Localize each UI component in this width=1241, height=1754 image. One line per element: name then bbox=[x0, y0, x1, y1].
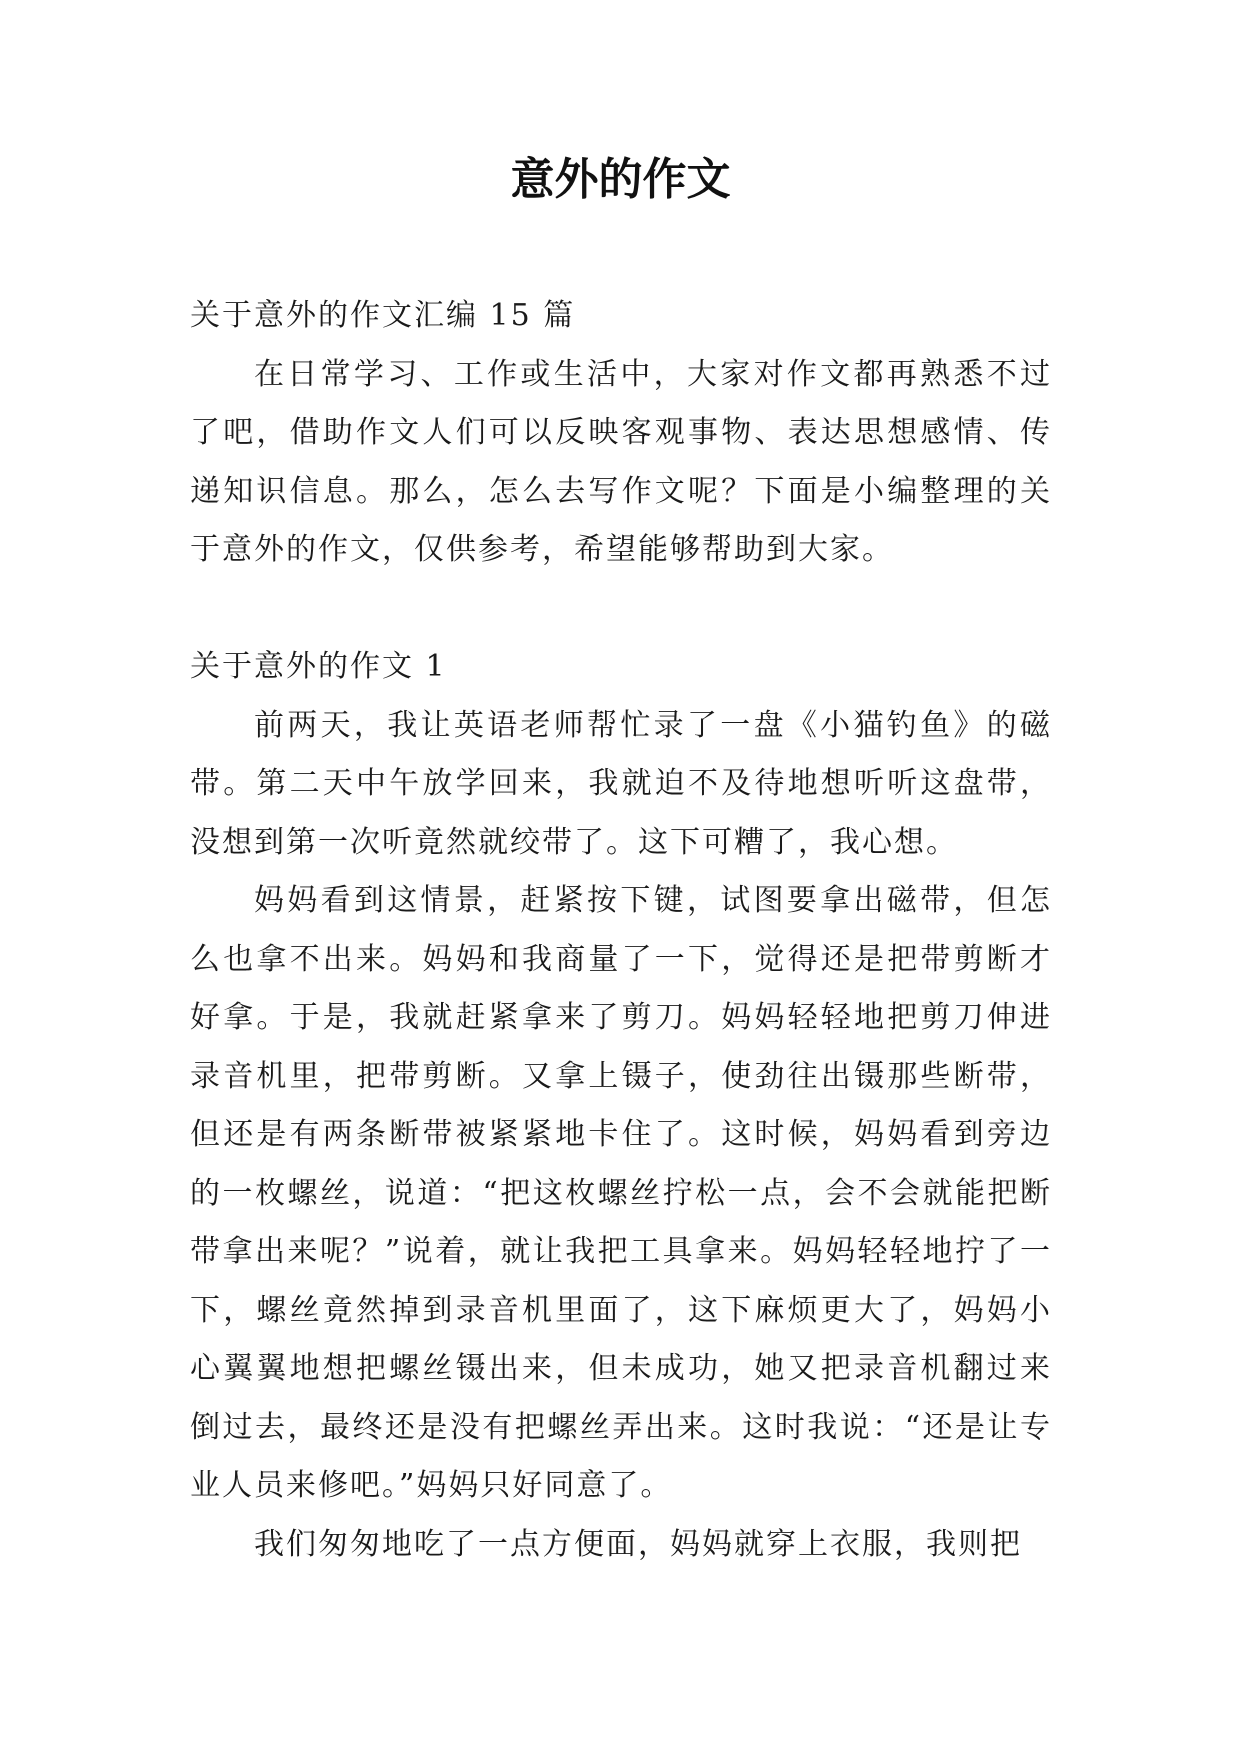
collection-subtitle: 关于意外的作文汇编 15 篇 bbox=[190, 298, 576, 333]
section-heading: 关于意外的作文 1 bbox=[190, 649, 447, 684]
body-paragraph: 前两天，我让英语老师帮忙录了一盘《小猫钓鱼》的磁带。第二天中午放学回来，我就迫不及待地想听听这盘带，没想到第一次听竟然就绞带了。这下可糟了，我心想。 bbox=[190, 707, 1052, 860]
intro-paragraph: 在日常学习、工作或生活中，大家对作文都再熟悉不过了吧，借助作文人们可以反映客观事物、表达思想感情、传递知识信息。那么，怎么去写作文呢？下面是小编整理的关于意外的作文，仅供参考，希望能够帮助到大家。 bbox=[190, 356, 1052, 567]
document-title: 意外的作文 bbox=[510, 154, 731, 205]
document-body bbox=[190, 287, 1052, 1574]
body-paragraph: 妈妈看到这情景，赶紧按下键，试图要拿出磁带，但怎么也拿不出来。妈妈和我商量了一下，觉得还是把带剪断才好拿。于是，我就赶紧拿来了剪刀。妈妈轻轻地把剪刀伸进录音机里，把带剪断。又拿上镊子，使劲往出镊那些断带，但还是有两条断带被紧紧地卡住了。这时候，妈妈看到旁边的一枚螺丝，说道：“把这枚螺丝拧松一点，会不会就能把断带拿出来呢？”说着，就让我把工具拿来。妈妈轻轻地拧了一下，螺丝竟然掉到录音机里面了，这下麻烦更大了，妈妈小心翼翼地想把螺丝镊出来，但未成功，她又把录音机翻过来倒过去，最终还是没有把螺丝弄出来。这时我说：“还是让专业人员来修吧。”妈妈只好同意了。 bbox=[190, 883, 1052, 1503]
body-paragraph: 我们匆匆地吃了一点方便面，妈妈就穿上衣服，我则把 bbox=[254, 1526, 1022, 1562]
section-spacer bbox=[190, 580, 1052, 639]
